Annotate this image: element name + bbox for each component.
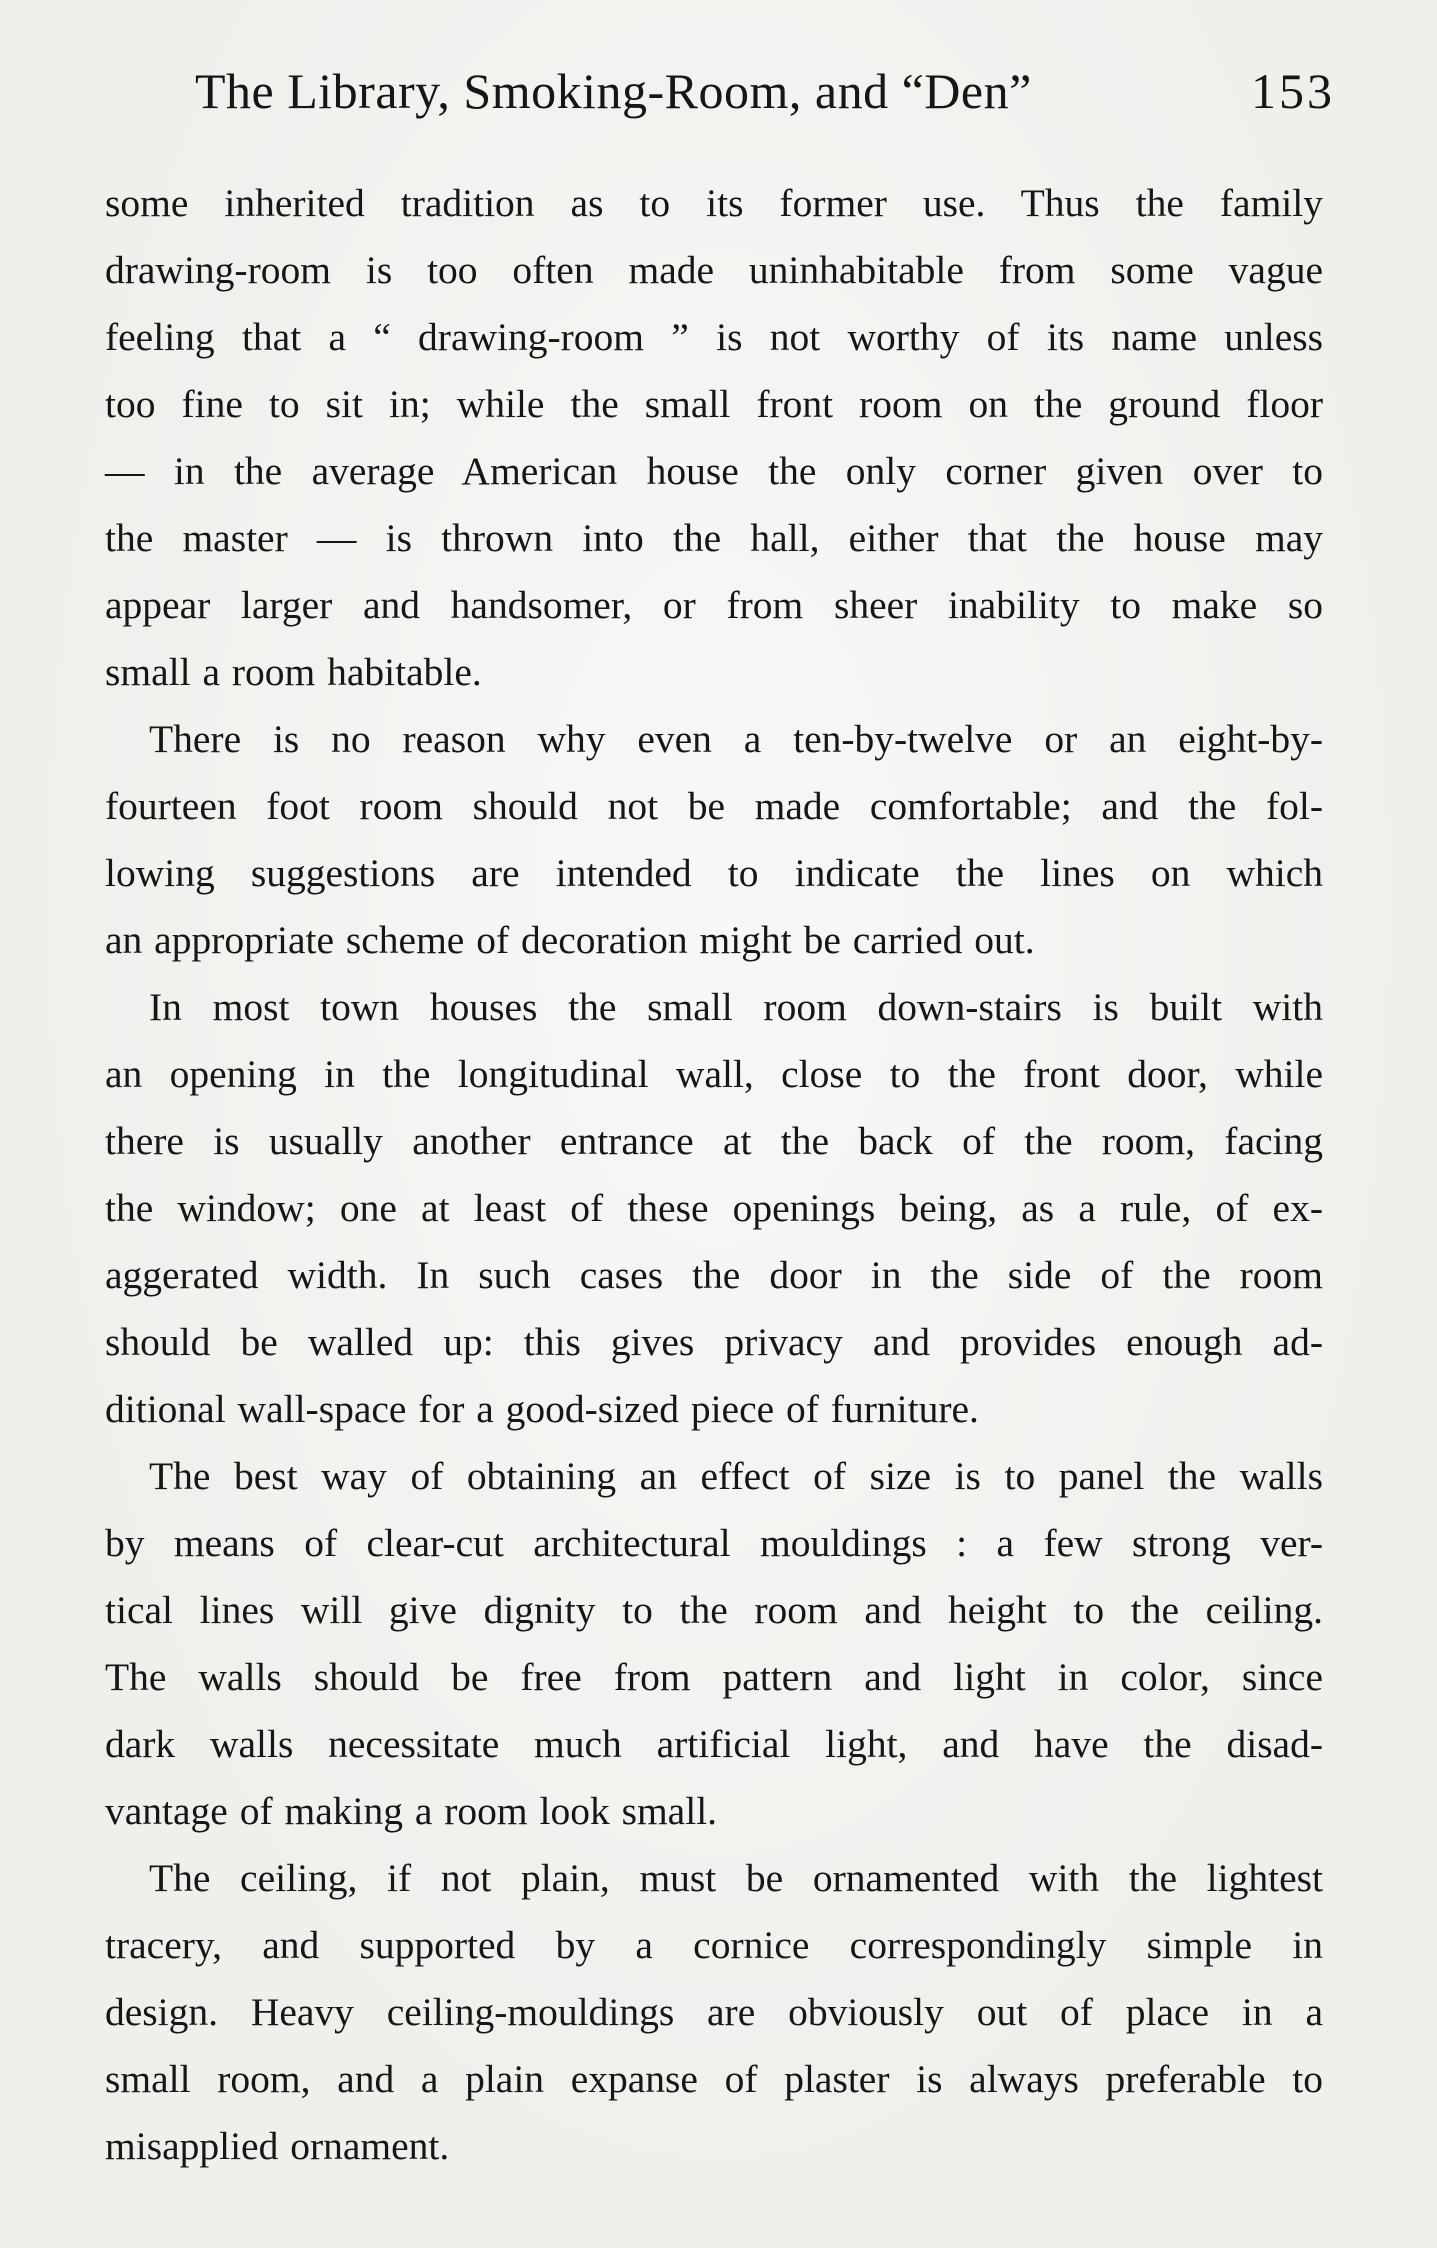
text-line: small room, and a plain expanse of plaster is always preferable to	[105, 2057, 1323, 2101]
text-line: — in the average American house the only corner given over to	[105, 449, 1323, 493]
text-line: feeling that a “ drawing-room ” is not worthy of its name unless	[105, 315, 1323, 359]
text-line: fourteen foot room should not be made comfortable; and the fol-	[105, 784, 1323, 828]
text-line: misapplied ornament.	[105, 2124, 450, 2168]
text-line: lowing suggestions are intended to indicate the lines on which	[105, 851, 1323, 895]
text-line: dark walls necessitate much artificial light, and have the disad-	[105, 1722, 1323, 1766]
text-line: the window; one at least of these openings being, as a rule, of ex-	[105, 1186, 1323, 1230]
text-line: aggerated width. In such cases the door in the side of the room	[105, 1253, 1323, 1297]
text-line: too fine to sit in; while the small front room on the ground floor	[105, 382, 1323, 426]
text-line: some inherited tradition as to its former use. Thus the family	[105, 181, 1323, 225]
text-line: design. Heavy ceiling-mouldings are obviously out of place in a	[105, 1990, 1323, 2034]
body-text	[105, 170, 1323, 2180]
chapter-title: The Library, Smoking-Room, and “Den”	[195, 63, 1032, 119]
text-line: The walls should be free from pattern and light in color, since	[105, 1655, 1323, 1699]
text-line: there is usually another entrance at the back of the room, facing	[105, 1119, 1323, 1163]
text-line: The ceiling, if not plain, must be ornamented with the lightest	[149, 1856, 1323, 1900]
text-line: There is no reason why even a ten-by-twelve or an eight-by-	[149, 717, 1323, 761]
text-line: tracery, and supported by a cornice correspondingly simple in	[105, 1923, 1323, 1967]
text-line: small a room habitable.	[105, 650, 482, 694]
text-line: should be walled up: this gives privacy and provides enough ad-	[105, 1320, 1323, 1364]
text-line: ditional wall-space for a good-sized piece of furniture.	[105, 1387, 979, 1431]
text-line: drawing-room is too often made uninhabitable from some vague	[105, 248, 1323, 292]
text-line: by means of clear-cut architectural mouldings : a few strong ver-	[105, 1521, 1323, 1565]
text-line: vantage of making a room look small.	[105, 1789, 718, 1833]
page-number: 153	[1251, 63, 1335, 119]
text-line: The best way of obtaining an effect of size is to panel the walls	[149, 1454, 1323, 1498]
text-line: the master — is thrown into the hall, either that the house may	[105, 516, 1323, 560]
text-line: appear larger and handsomer, or from sheer inability to make so	[105, 583, 1323, 627]
text-line: an opening in the longitudinal wall, close to the front door, while	[105, 1052, 1323, 1096]
text-line: an appropriate scheme of decoration might be carried out.	[105, 918, 1035, 962]
text-line: tical lines will give dignity to the room and height to the ceiling.	[105, 1588, 1323, 1632]
text-line: In most town houses the small room down-stairs is built with	[149, 985, 1323, 1029]
running-head	[195, 62, 1335, 142]
